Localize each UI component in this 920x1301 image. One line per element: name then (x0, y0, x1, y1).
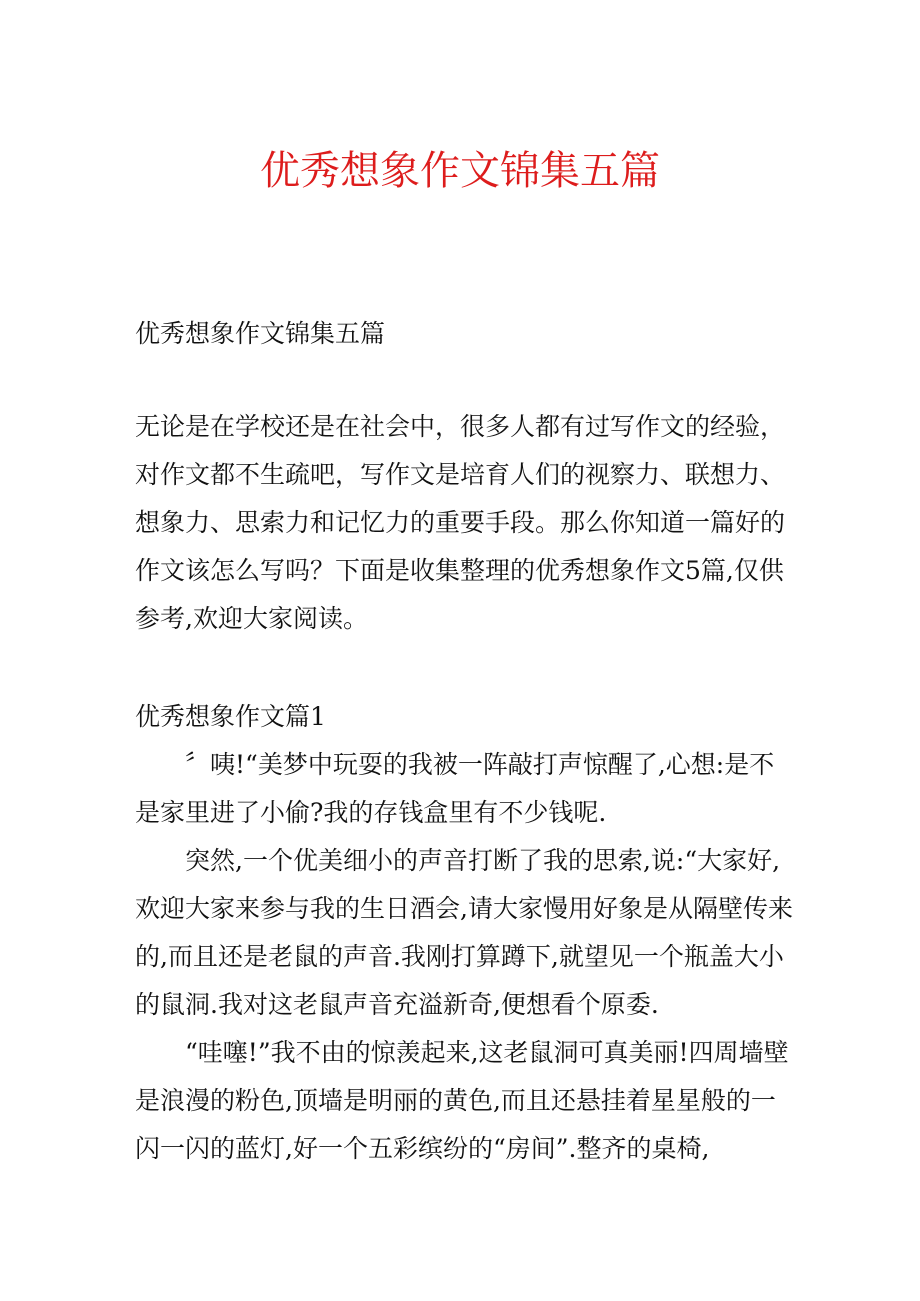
story-paragraph: 〞咦!“美梦中玩耍的我被一阵敲打声惊醒了,心想:是不是家里进了小偷?我的存钱盒里有不少钱呢. (135, 750, 775, 827)
story-paragraph: “哇噻!”我不由的惊羡起来,这老鼠洞可真美丽!四周墙壁是浪漫的粉色,顶墙是明丽的黄色,而且还悬挂着星星般的一闪一闪的蓝灯,好一个五彩缤纷的“房间”.整齐的桌椅, (135, 1038, 789, 1163)
section-heading: 优秀想象作文篇1 (135, 702, 326, 731)
story-paragraph: 突然,一个优美细小的声音打断了我的思索,说:“大家好,欢迎大家来参与我的生日酒会,请大家慢用好象是从隔壁传来的,而且还是老鼠的声音.我刚打算蹲下,就望见一个瓶盖大小的鼠洞.我对这老鼠声音充溢新奇,便想看个原委. (135, 846, 793, 1019)
document-subtitle: 优秀想象作文锦集五篇 (135, 319, 386, 348)
intro-paragraph: 无论是在学校还是在社会中，很多人都有过写作文的经验，对作文都不生疏吧，写作文是培育人们的视察力、联想力、想象力、思索力和记忆力的重要手段。那么你知道一篇好的作文该怎么写吗？下面是收集整理的优秀想象作文5篇,仅供参考,欢迎大家阅读。 (135, 412, 786, 633)
document-title: 优秀想象作文锦集五篇 (260, 148, 660, 194)
story-body (135, 741, 795, 1173)
